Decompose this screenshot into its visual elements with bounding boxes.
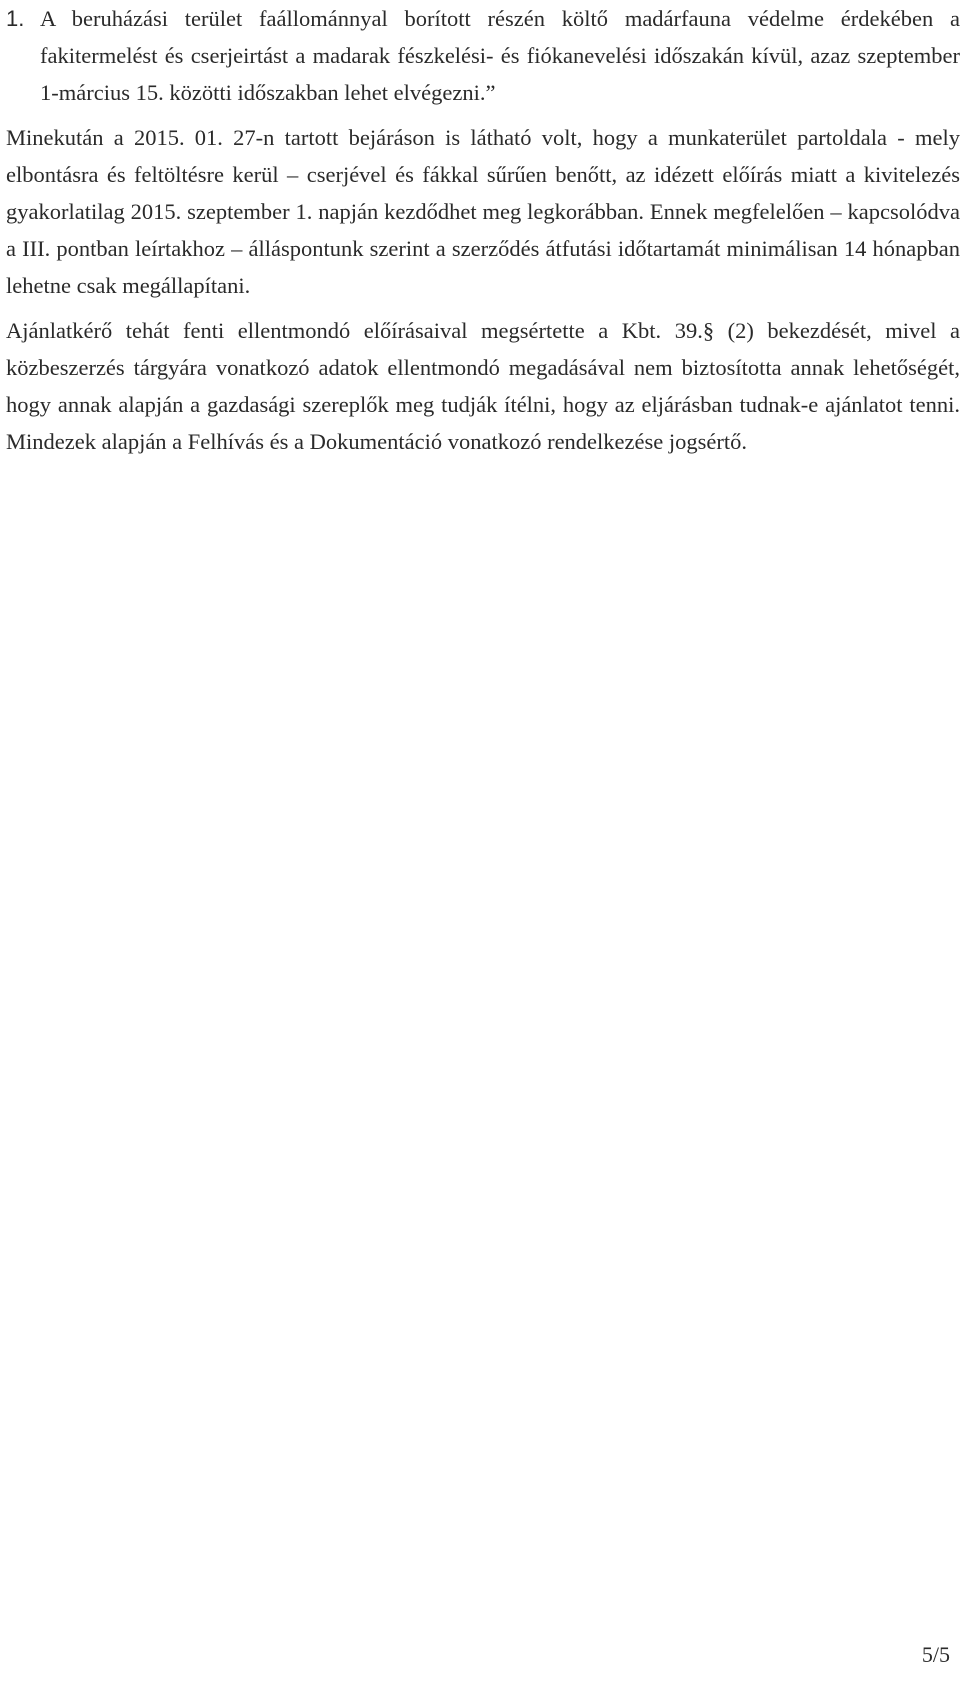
paragraph-schedule: Minekután a 2015. 01. 27-n tartott bejáráson is látható volt, hogy a munkaterület partoldala - mely elbontásra és feltöltésre kerül – cserjével és fákkal sűrűen benőtt, az idézett előírás miatt a kivitelezés gyakorlatilag 2015. szeptember 1. napján kezdődhet meg legkorábban. Ennek megfelelően – kapcsolódva a III. pontban leírtakhoz – álláspontunk szerint a szerződés átfutási időtartamát minimálisan 14 hónapban lehetne csak megállapítani.: [6, 125, 960, 298]
paragraph-conclusion: Ajánlatkérő tehát fenti ellentmondó előírásaival megsértette a Kbt. 39.§ (2) bekezdését, mivel a közbeszerzés tárgyára vonatkozó adatok ellentmondó megadásával nem biztosította annak lehetőségét, hogy annak alapján a gazdasági szereplők meg tudják ítélni, hogy az eljárásban tudnak-e ajánlatot tenni. Mindezek alapján a Felhívás és a Dokumentáció vonatkozó rendelkezése jogsértő.: [6, 318, 960, 454]
paragraph-1-text: A beruházási terület faállománnyal borított részén költő madárfauna védelme érdekében a fakitermelést és cserjeirtást a madarak fészkelési- és fiókanevelési időszakán kívül, azaz szeptember 1-március 15. közötti időszakban lehet elvégezni.”: [40, 6, 960, 105]
item-number: 1.: [6, 6, 25, 31]
paragraph-quote-end: [40, 0, 960, 111]
document-content: [6, 0, 960, 460]
page-number: 5/5: [921, 1642, 950, 1667]
numbered-item: [6, 0, 960, 111]
item-body: [40, 0, 960, 111]
